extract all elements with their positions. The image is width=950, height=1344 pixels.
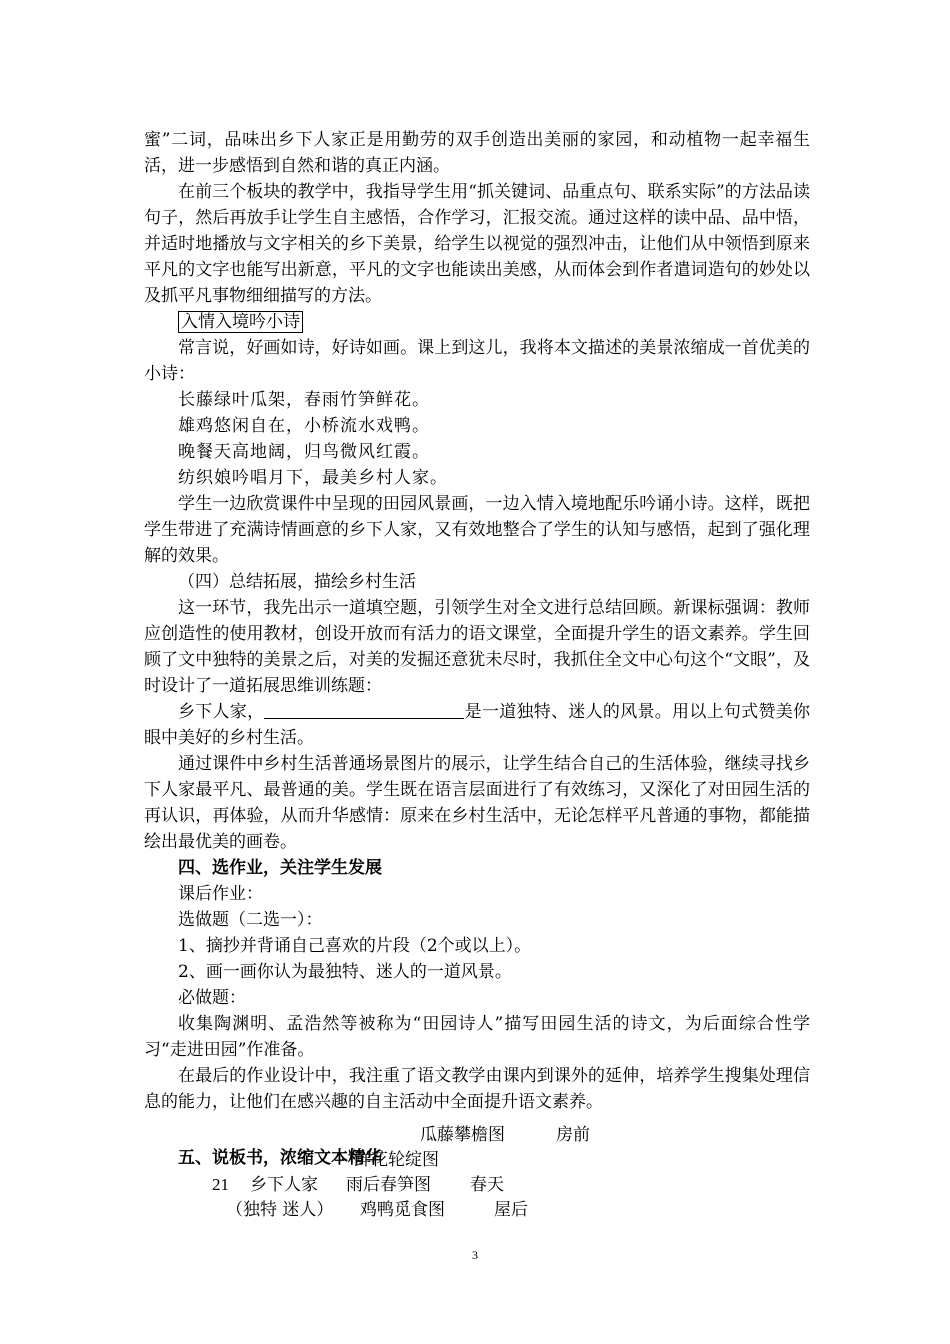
board-item: 21 [212, 1175, 229, 1194]
homework-line: 1、摘抄并背诵自己喜欢的片段（2个或以上）。 [178, 936, 532, 956]
board-item: 屋后 [494, 1200, 528, 1220]
poem-line: 晚餐天高地阔，归鸟微风红霞。 [178, 442, 430, 462]
paragraph: 通过课件中乡村生活普通场景图片的展示，让学生结合自己的生活体验，继续寻找乡下人家最平凡、最普通的美。学生既在语言层面进行了有效练习，又深化了对田园生活的再认识，再体验，从而升华感情：原来在乡村生活中，无论怎样平凡普通的事物，都能描绘出最优美的画卷。 [144, 754, 810, 852]
subheading: （四）总结拓展，描绘乡村生活 [178, 572, 416, 592]
exercise-end: 是一道独特、迷人的风景。用以上句式赞美你眼中美好的乡村生活。 [144, 702, 811, 748]
blank-line [264, 700, 464, 719]
homework-line: 必做题： [178, 988, 246, 1008]
boxed-heading: 入情入境吟小诗 [178, 311, 303, 333]
fill-blank-exercise [144, 699, 810, 751]
paragraph: 在前三个板块的教学中，我指导学生用“抓关键词、品重点句、联系实际”的方法品读句子，然后再放手让学生自主感悟，合作学习，汇报交流。通过这样的读中品、品中悟，并适时地播放与文字相关的乡下美景，给学生以视觉的强烈冲击，让他们从中领悟到原来平凡的文字也能写出新意，平凡的文字也能读出美感，从而体会到作者遣词造句的妙处以及抓平凡事物细细描写的方法。 [144, 182, 810, 306]
board-item: 鲜花轮绽图 [354, 1150, 439, 1170]
board-item: 房前 [556, 1125, 590, 1145]
paragraph: 学生一边欣赏课件中呈现的田园风景画，一边入情入境地配乐吟诵小诗。这样，既把学生带进了充满诗情画意的乡下人家，又有效地整合了学生的认知与感悟，起到了强化理解的效果。 [144, 494, 810, 566]
exercise-start: 乡下人家， [178, 702, 265, 722]
poem-line: 长藤绿叶瓜架，春雨竹笋鲜花。 [178, 390, 430, 410]
paragraph: 收集陶渊明、孟浩然等被称为“田园诗人”描写田园生活的诗文，为后面综合性学习“走进田园”作准备。 [144, 1014, 810, 1060]
paragraph: 蜜”二词，品味出乡下人家正是用勤劳的双手创造出美丽的家园，和动植物一起幸福生活，进一步感悟到自然和谐的真正内涵。 [144, 130, 810, 176]
poem-line: 雄鸡悠闲自在，小桥流水戏鸭。 [178, 416, 430, 436]
body-text [144, 127, 810, 1171]
board-item: 瓜藤攀檐图 [420, 1125, 505, 1145]
paragraph: 常言说，好画如诗，好诗如画。课上到这儿，我将本文描述的美景浓缩成一首优美的小诗： [144, 338, 810, 384]
board-item: 乡下人家 [250, 1175, 318, 1195]
poem-line: 纺织娘吟唱月下，最美乡村人家。 [178, 468, 448, 488]
homework-line: 课后作业： [178, 884, 263, 904]
page-number: 3 [472, 1248, 478, 1262]
board-item: 雨后春笋图 [346, 1175, 431, 1195]
board-item: 鸡鸭觅食图 [360, 1200, 445, 1220]
paragraph: 在最后的作业设计中，我注重了语文教学由课内到课外的延伸，培养学生搜集处理信息的能力，让他们在感兴趣的自主活动中全面提升语文素养。 [144, 1066, 810, 1112]
section-heading: 四、选作业，关注学生发展 [178, 858, 382, 878]
section-heading: 五、说板书，浓缩文本精华 [178, 1148, 382, 1168]
board-item: 春天 [470, 1175, 504, 1195]
board-item: （独特 迷人） [226, 1200, 334, 1220]
homework-line: 2、画一画你认为最独特、迷人的一道风景。 [178, 962, 512, 982]
boxed-heading-line [144, 309, 810, 335]
homework-line: 选做题（二选一）： [178, 910, 323, 930]
paragraph: 这一环节，我先出示一道填空题，引领学生对全文进行总结回顾。新课标强调：教师应创造性的使用教材，创设开放而有活力的语文课堂，全面提升学生的语文素养。学生回顾了文中独特的美景之后，对美的发掘还意犹未尽时，我抓住全文中心句这个“文眼”，及时设计了一道拓展思维训练题： [144, 598, 810, 696]
